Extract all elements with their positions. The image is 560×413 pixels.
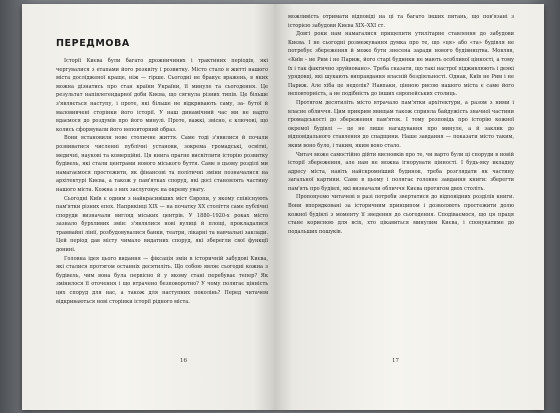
right-page-text <box>288 13 514 236</box>
book-spread <box>22 4 544 410</box>
page-heading: ПЕРЕДМОВА <box>56 38 130 49</box>
paragraph: Довгі роки нам намагалися прищепити утилітарне ставлення до забудови Києва. І не сьогодні розмежування думка про те, що «ця» або «та» будівля не потребує збереження й може бути знесена заради нового будівництва. Мовляв, «Київ – не Рим і не Париж, його старі будинки не мають особливої цінності, а тому їх і так фактично зруйновано». Треба сказати, що такі настрої підживлюють і деякі урядовці, які шукають виправдання власній бездіяльності. Однак, Київ не Рим і не Париж. Але хіба це недолік? Навпаки, цінною рисою нашого міста є саме його неповторність, а не подібність до інших європейських столиць. <box>288 31 514 98</box>
paragraph: Вони встановили нове столичне життя. Саме тоді з'явилися й почали розвиватися численні публічні установи, зокрема громадські, освітні, медичні, наукові та комерційні. Ця книга прагне висвітлити історію розвитку будівель, які стали центрами нового міського буття. Саме в цьому розділі ми намагаємося простежити, як фінансові та політичні зміни позначалися на архітектурі Києва, а також у пам'ятках споруд, які досі становлять частину нашого міста. Кожна з них заслуговує на окрему увагу. <box>56 135 268 193</box>
page-number-left: 16 <box>180 358 187 364</box>
page-number-right: 17 <box>392 358 399 364</box>
paragraph: Історії Києва були багато дрожничиних і трактиних періодів, які чергувалися з етапами його розквіту і розвитку. Місто стало в житті нашого міста дослідженої краще, ніж — гірше. Сьогодні не бракує вражень, в яких можна дізнатись про стан країни України, її минуле та сьогодення. Це результат напівлегендарної доби Києва, що сягнула різних типів. Це більше з'являється наступу, і проте, які більше не відкривають саму, за- бутої й маловивчені сторінки його історії. У наш динамічний час ми не надто вдаємося до роздумів про його минулі. Проте, важкі, звісно, є ключові, що колись сформували його неповторний образ. <box>56 58 268 133</box>
left-page-text <box>56 57 268 306</box>
paragraph: можливість отримати відповіді на ці та багато інших питань, що пов'язані з історією забудови Києва ХІХ–ХХІ ст. <box>288 14 514 29</box>
paragraph: Сьогодні Київ є одним з найкрасивіших міст Європи, у якому співіснують пам'ятки різних епох. Наприкінці ХІХ — на початку ХХ століття саме публічні споруди визначали вигляд міських центрів. У 1880–1920-х роках місто зазнало бурхливих змін: з'являлися нові вулиці й площі, прокладалися трамвайні лінії, розбудовувалися банки, театри, лікарні та навчальні заклади. Цей період дав місту чимало видатних споруд, які зберегли свої функції донині. <box>56 195 268 254</box>
left-page <box>22 4 274 410</box>
right-page <box>274 4 544 410</box>
paragraph: Читач може самостійно дійти висновків про те, чи варто були ці споруди в новій історії збереження, але нам не можна ігнорувати цінності. І будь-яку вкладну адресу міста, навіть найскромніший будинок, треба розглядати як частину загальної картини. Саме в цьому і полягає головне завдання книги: зберегти пам'ять про будівлі, які визначали обличчя Києва протягом двох століть. <box>288 151 514 192</box>
paragraph: Протягом десятиліть місто втрачало пам'ятки архітектури, а разом з ними і власне обличчя. Цим прикрим явищам також сприяла байдужість значної частини громадськості до збереження пам'яток. І тому розповідь про історію кожної окремої будівлі — це не лише нагадування про минуле, а й заклик до відповідального ставлення до спадщини. Наше завдання — показати місто таким, яким воно було, і таким, яким воно стало. <box>288 99 514 149</box>
paragraph: Пропонуємо читачеві в разі потреби звертатися до відповідних розділів книги. Вони впорядковані за історичним принципом і дозволяють простежити долю кожної будівлі з моменту її зведення до сьогодення. Сподіваємося, що ця праця стане корисною для всіх, хто цікавиться минулим Києва, і спонукатиме до подальших пошуків. <box>288 194 514 235</box>
paragraph: Головна ідея цього видання — фіксація змін в історичній забудові Києва, які сталися протягом останніх десятиліть. Що собою являє сьогодні кожна з будівель, чим вона була первісно й у якому стані перебуває тепер? Як змінилося її оточення і що втрачено безповоротно? У чому полягає цінність цих споруд для нас, а також для наступних поколінь? Перед читачем відкриваються нові сторінки історії рідного міста. <box>56 255 268 305</box>
